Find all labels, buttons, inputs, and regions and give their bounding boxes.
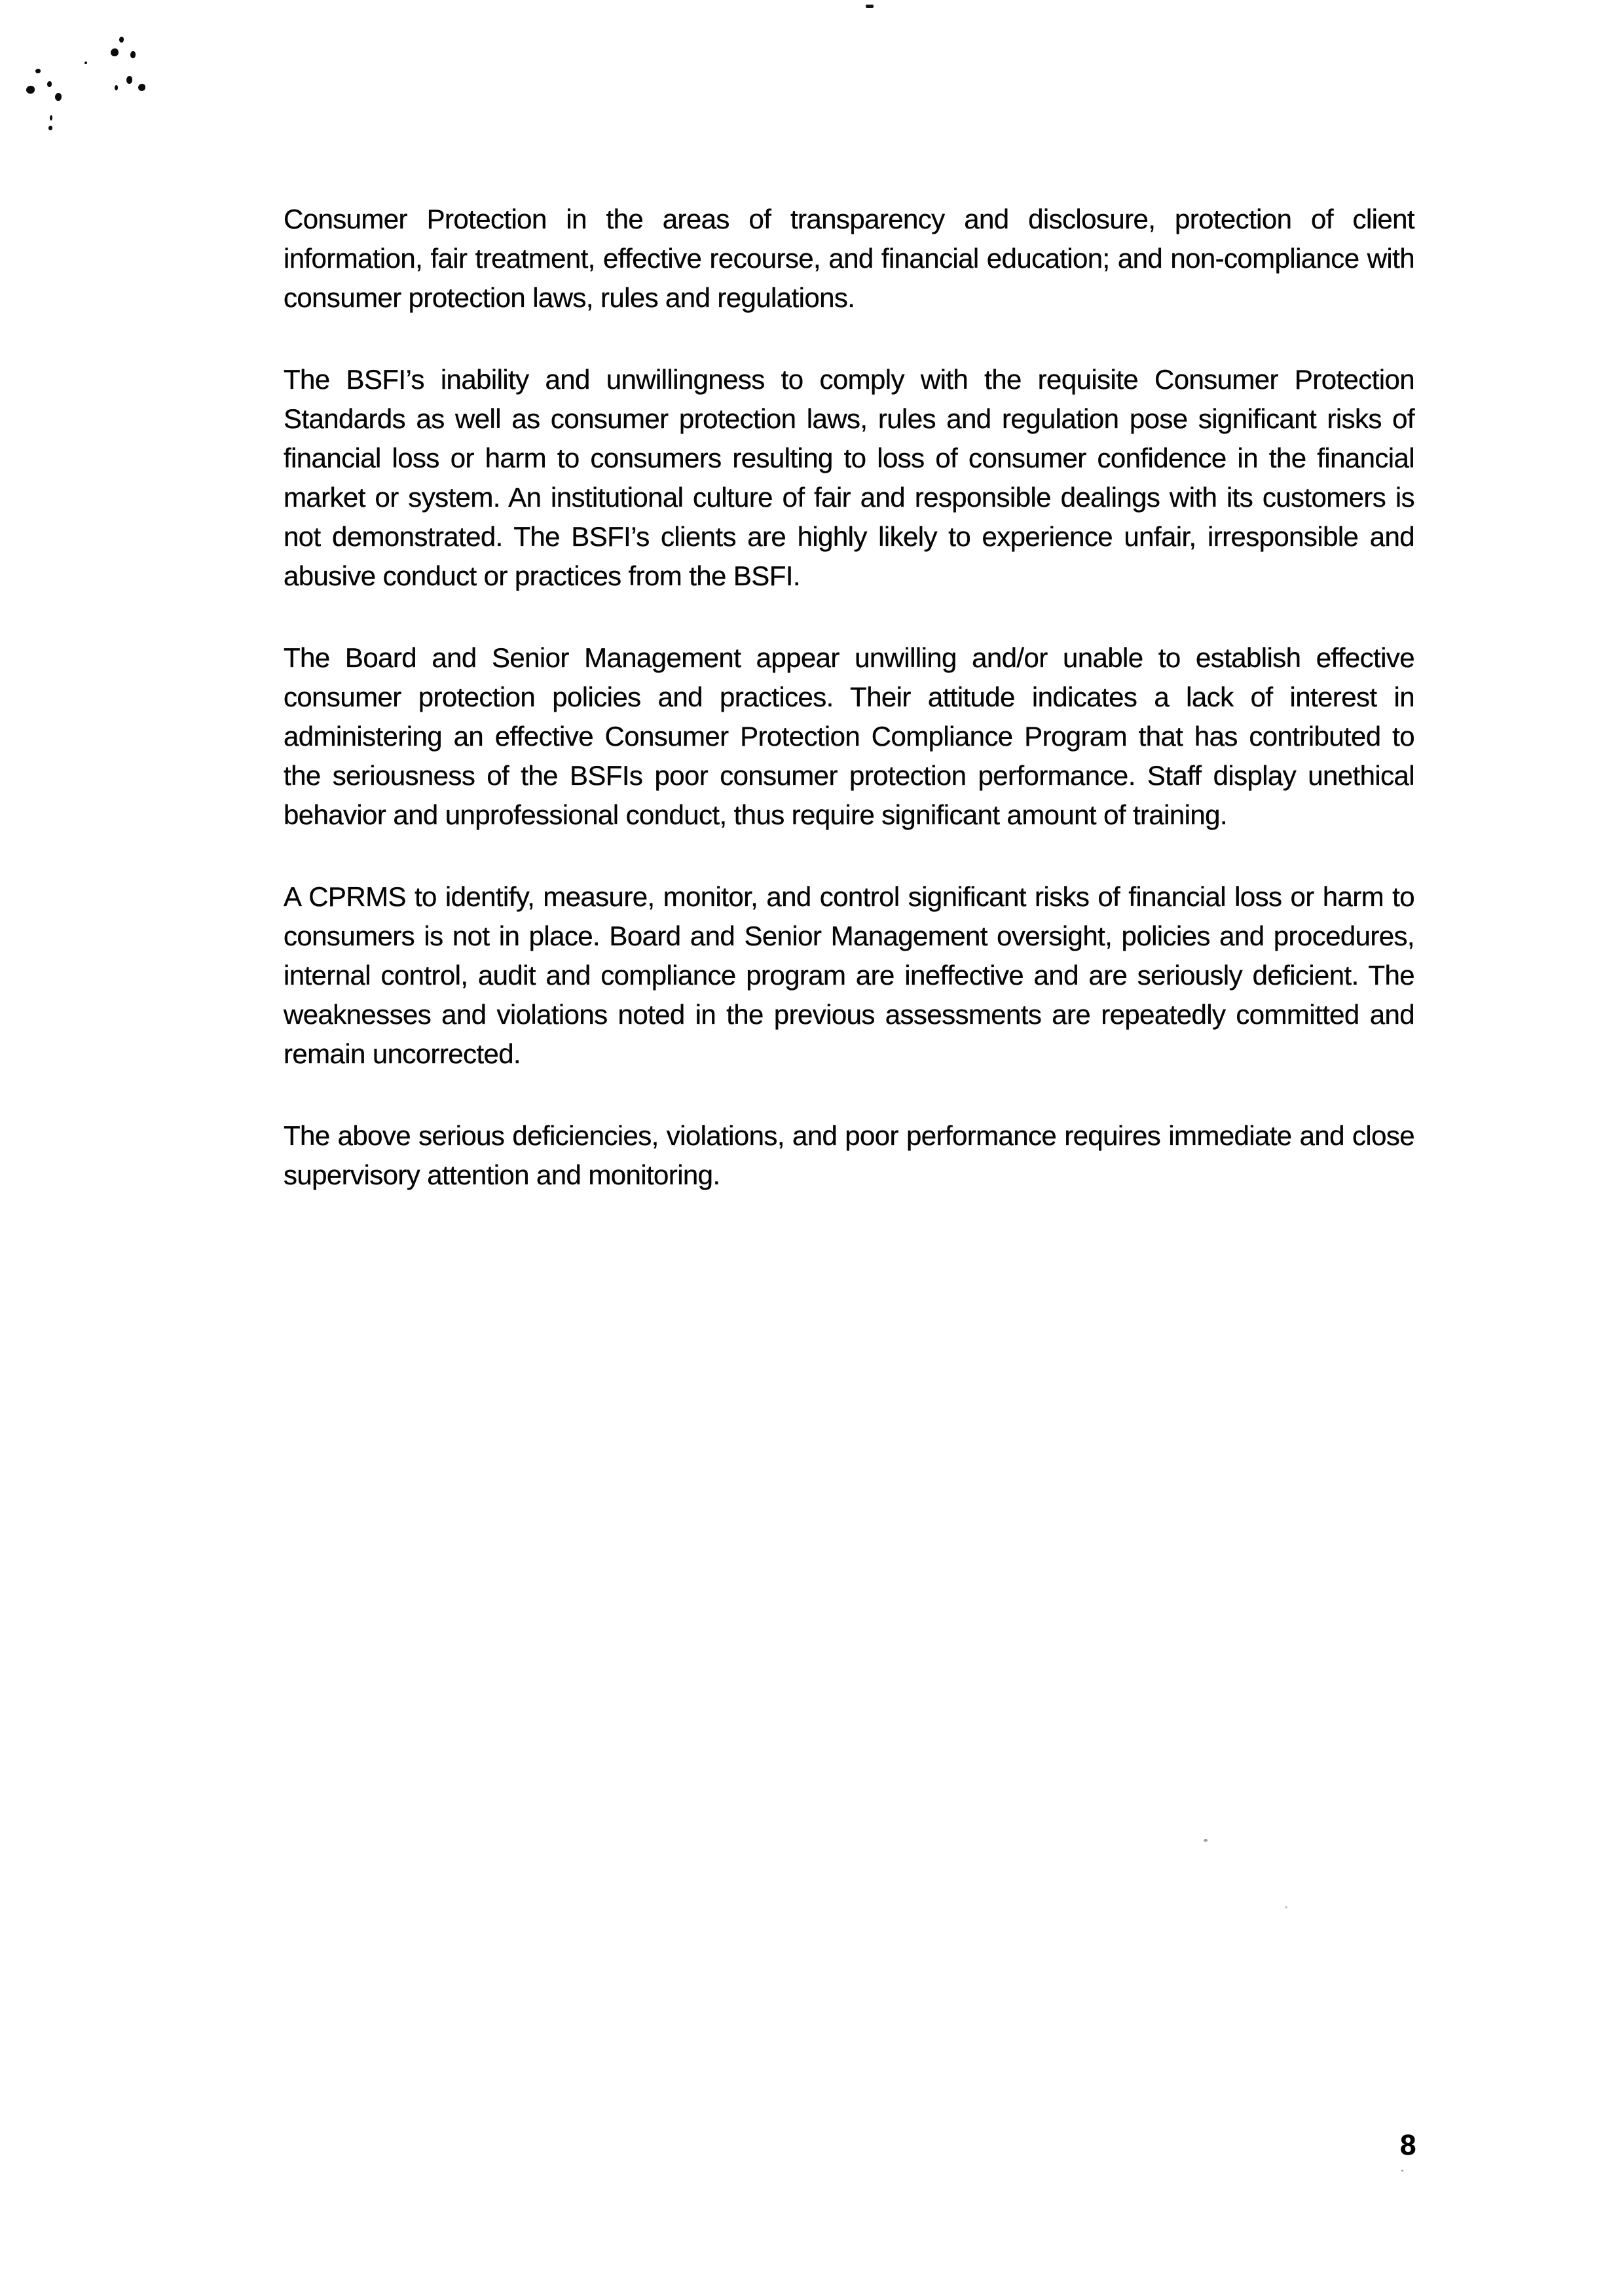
ink-speck [35,69,41,73]
page-number: 8 [1400,2129,1416,2161]
scan-mark [1401,2170,1403,2172]
ink-speck [138,84,145,91]
paragraph-consumer-protection-areas: Consumer Protection in the areas of transparency and disclosure, protection of client information, fair treatment, effective recourse, and financial education; and non-compliance with consumer protection laws, rules and regulations. [284,204,1414,313]
ink-speck [47,81,52,87]
paragraph-bsfi-inability: The BSFI’s inability and unwillingness to comply with the requisite Consumer Protection Standards as well as consumer protection laws, rules and regulation pose significant risks of financial loss or harm to consumers resulting to loss of consumer confidence in the financial market or system. An institutional culture of fair and responsible dealings with its customers is not demonstrated. The BSFI’s clients are highly likely to experience unfair, irresponsible and abusive conduct or practices from the BSFI. [284,364,1414,591]
ink-speck [55,93,62,101]
ink-speck [84,62,87,64]
scan-mark [1204,1839,1208,1842]
scan-mark [866,5,874,8]
scan-mark [1285,1906,1287,1908]
ink-speck [50,115,52,120]
ink-speck [48,126,52,130]
paragraph-supervisory-attention: The above serious deficiencies, violations, and poor performance requires immediate and close supervisory attention and monitoring. [284,1120,1414,1190]
ink-speck [111,48,119,56]
text-block [284,200,1414,1237]
ink-speck [130,51,136,58]
ink-speck [126,76,132,84]
paragraph-board-senior-management: The Board and Senior Management appear unwilling and/or unable to establish effective consumer protection policies and practices. Their attitude indicates a lack of interest in administering an effective Consumer Protection Compliance Program that has contributed to the seriousness of the BSFIs poor consumer protection performance. Staff display unethical behavior and unprofessional conduct, thus require significant amount of training. [284,642,1414,830]
ink-speck [115,85,118,90]
ink-speck [119,37,124,43]
ink-speck [26,86,35,94]
paragraph-cprms: A CPRMS to identify, measure, monitor, and control significant risks of financial loss or harm to consumers is not in place. Board and Senior Management oversight, policies and procedures, internal control, audit and compliance program are ineffective and are seriously deficient. The weaknesses and violations noted in the previous assessments are repeatedly committed and remain uncorrected. [284,881,1414,1069]
